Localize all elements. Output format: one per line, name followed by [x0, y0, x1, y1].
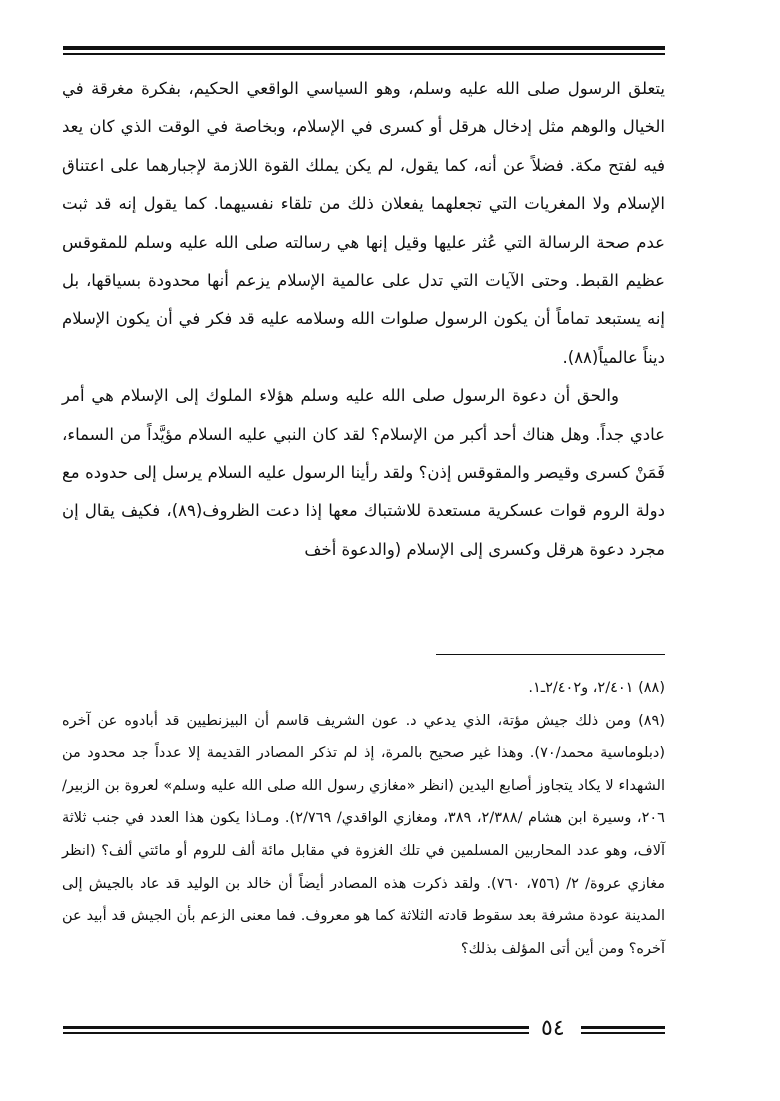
body-paragraph: يتعلق الرسول صلى الله عليه وسلم، وهو السياسي الواقعي الحكيم، بفكرة مغرقة في الخيال والوهم مثل إدخال هرقل أو كسرى في الإسلام، وبخاصة في الوقت الذي كان يعد فيه لفتح مكة. فضلاً عن أنه، كما يقول، لم يكن يملك القوة اللازمة لإجبارهما على اعتناق الإسلام ولا المغريات التي تجعلهما يفعلان ذلك من تلقاء نفسيهما. كما يقول إنه قد ثبت عدم صحة الرسالة التي عُثر عليها وقيل إنها هي رسالته صلى الله عليه وسلم للمقوقس عظيم القبط. وحتى الآيات التي تدل على عالمية الإسلام يزعم أنها محدودة بسياقها، بل إنه يستبعد تماماً أن يكون الرسول صلوات الله وسلامه عليه قد فكر في أن يكون الإسلام ديناً عالمياً(٨٨). [62, 79, 665, 367]
footnote: (٨٨) ٢/٤٠١، و٢/٤٠٢ـ١. [528, 680, 665, 696]
footer-rule-thick-right [581, 1026, 665, 1029]
page-number: ٥٤ [541, 1016, 565, 1041]
footnotes [62, 672, 665, 965]
main-text [62, 70, 665, 569]
footnote-separator [436, 654, 665, 655]
body-paragraph: والحق أن دعوة الرسول صلى الله عليه وسلم هؤلاء الملوك إلى الإسلام هي أمر عادي جداً. وهل هناك أحد أكبر من الإسلام؟ لقد كان النبي عليه السلام مؤيَّداً من السماء، فَمَنْ كسرى وقيصر والمقوقس إذن؟ ولقد رأينا الرسول عليه السلام يرسل إلى حدوده مع دولة الروم قوات عسكرية مستعدة للاشتباك معها إذا دعت الظروف(٨٩)، فكيف يقال إن مجرد دعوة هرقل وكسرى إلى الإسلام (والدعوة أخف [62, 386, 665, 559]
footer-rule-thick-left [63, 1026, 529, 1029]
footnote: (٨٩) ومن ذلك جيش مؤتة، الذي يدعي د. عون الشريف قاسم أن البيزنطيين قد أبادوه عن آخره (دبلوماسية محمد/٧٠). وهذا غير صحيح بالمرة، إذ لم تذكر المصادر القديمة إلا عدداً جد محدود من الشهداء لا يكاد يتجاوز أصابع اليدين (انظر «مغازي رسول الله صلى الله عليه وسلم» لعروة بن الزبير/ ٢٠٦، وسيرة ابن هشام /٢/٣٨٨، ٣٨٩، ومغازي الواقدي/ ٢/٧٦٩). ومـاذا يكون هذا العدد في جنب ثلاثة آلاف، وهو عدد المحاربين المسلمين في تلك الغزوة في مقابل مائة ألف للروم أو مائتي ألف؟ (انظر مغازي عروة/ ٢/ (٧٥٦، ٧٦٠). ولقد ذكرت هذه المصادر أيضاً أن خالد بن الوليد قد عاد بالجيش إلى المدينة عودة مشرفة بعد سقوط قادته الثلاثة كما هو معروف. فما معنى الزعم بأن الجيش قد أبيد عن آخره؟ ومن أين أتى المؤلف بذلك؟ [62, 712, 665, 957]
header-rule-thick [63, 46, 665, 50]
footer-rule-thin-left [63, 1032, 529, 1034]
footer-rule-thin-right [581, 1032, 665, 1034]
header-rule-thin [63, 53, 665, 55]
